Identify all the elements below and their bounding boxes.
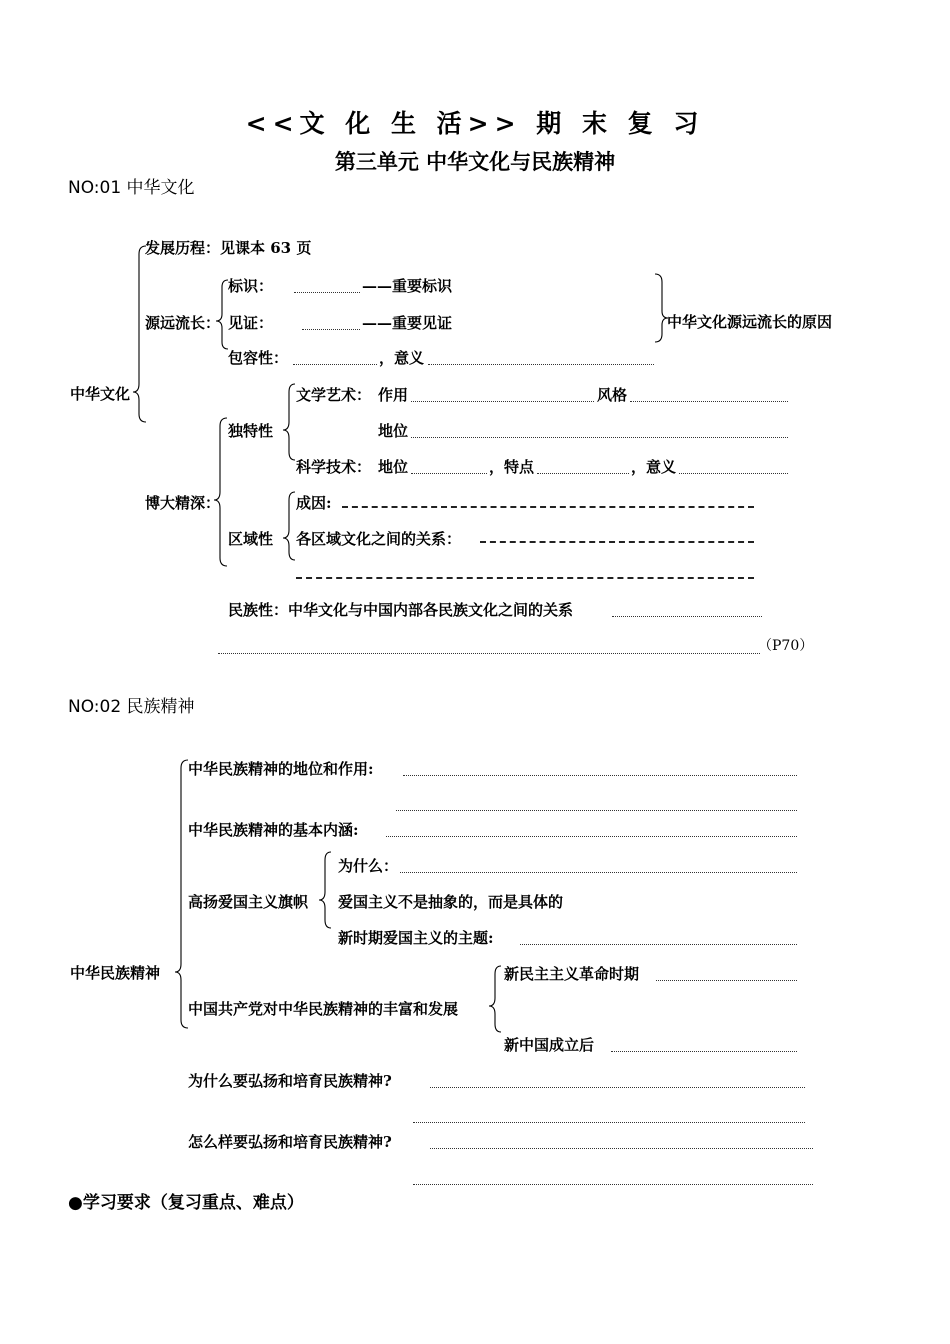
page-title: <<文 化 生 活>> 期 末 复 习 [245, 109, 705, 138]
biaoshi-label: 标识： [228, 277, 274, 295]
how-blank-1[interactable] [430, 1148, 813, 1149]
biaoshi-tail: ——重要标识 [362, 277, 453, 295]
how-question: 怎么样要弘扬和培育民族精神? [188, 1133, 392, 1151]
baorong-mid: ，意义 [379, 349, 425, 367]
section1-heading: NO:01 中华文化 [68, 178, 195, 198]
diwei-zuoyong-blank-2[interactable] [396, 810, 797, 811]
xinzhongguo-label: 新中国成立后 [504, 1036, 595, 1054]
xinminzhu-blank[interactable] [656, 980, 797, 981]
why-question: 为什么要弘扬和培育民族精神? [188, 1072, 392, 1090]
requirements-heading [68, 1193, 304, 1213]
neihan-label: 中华民族精神的基本内涵: [188, 821, 359, 839]
section2-heading: NO:02 民族精神 [68, 697, 195, 717]
buchouxiang-text: 爱国主义不是抽象的，而是具体的 [338, 893, 564, 911]
requirements-label: 学习要求（复习重点、难点） [82, 1193, 304, 1213]
page-ref: （P70） [758, 638, 814, 654]
weishenme-label: 为什么： [338, 857, 399, 875]
page-subtitle: 第三单元 中华文化与民族精神 [334, 149, 616, 174]
diwei-zuoyong-blank-1[interactable] [403, 775, 797, 776]
kx-tedian-label: ，特点 [489, 458, 535, 476]
neihan-blank[interactable] [386, 836, 797, 837]
why-blank-1[interactable] [430, 1087, 805, 1088]
jianzheng-tail: ——重要见证 [362, 314, 453, 332]
fazhan-text: 发展历程：见课本 63 页 [145, 239, 312, 257]
zuoyong-label: 作用 [378, 386, 409, 404]
diwei-zuoyong-label: 中华民族精神的地位和作用: [188, 760, 374, 778]
kx-diwei-label: 地位 [378, 458, 409, 476]
chengyin-label: 成因: [296, 494, 332, 512]
zhuti-blank[interactable] [520, 944, 797, 945]
yuanyuan-label: 源远流长： [145, 314, 221, 332]
kx-yiyi-label: ，意义 [631, 458, 677, 476]
quyu-label: 区域性 [228, 530, 274, 548]
baorong-label: 包容性： [228, 349, 289, 367]
aiguo-label: 高扬爱国主义旗帜 [188, 893, 309, 911]
kexue-label: 科学技术： [296, 458, 372, 476]
zhuti-label: 新时期爱国主义的主题: [338, 929, 494, 947]
bracket-gongchandang [489, 966, 501, 1032]
xinminzhu-label: 新民主主义革命时期 [504, 965, 640, 983]
bracket-aiguo [319, 852, 331, 928]
gongchandang-label: 中国共产党对中华民族精神的丰富和发展 [188, 1000, 459, 1018]
minzu-text: 民族性：中华文化与中国内部各民族文化之间的关系 [228, 601, 574, 619]
section1-root: 中华文化 [70, 385, 131, 403]
boda-label: 博大精深： [145, 494, 221, 512]
how-blank-2[interactable] [413, 1184, 813, 1185]
guanxi-label: 各区域文化之间的关系： [296, 530, 462, 548]
reason-text: 中华文化源远流长的原因 [667, 313, 833, 331]
jianzheng-label: 见证： [228, 314, 274, 332]
section2-root: 中华民族精神 [70, 964, 161, 982]
fengge-label: 风格 [597, 386, 628, 404]
wenxue-label: 文学艺术： [296, 386, 372, 404]
xinzhongguo-blank[interactable] [611, 1051, 797, 1052]
weishenme-blank[interactable] [400, 872, 797, 873]
bracket-minzu-main [175, 760, 188, 1028]
dute-label: 独特性 [228, 422, 274, 440]
diwei-label: 地位 [378, 422, 409, 440]
why-blank-2[interactable] [413, 1122, 805, 1123]
bullet-icon: ● [68, 1193, 83, 1213]
